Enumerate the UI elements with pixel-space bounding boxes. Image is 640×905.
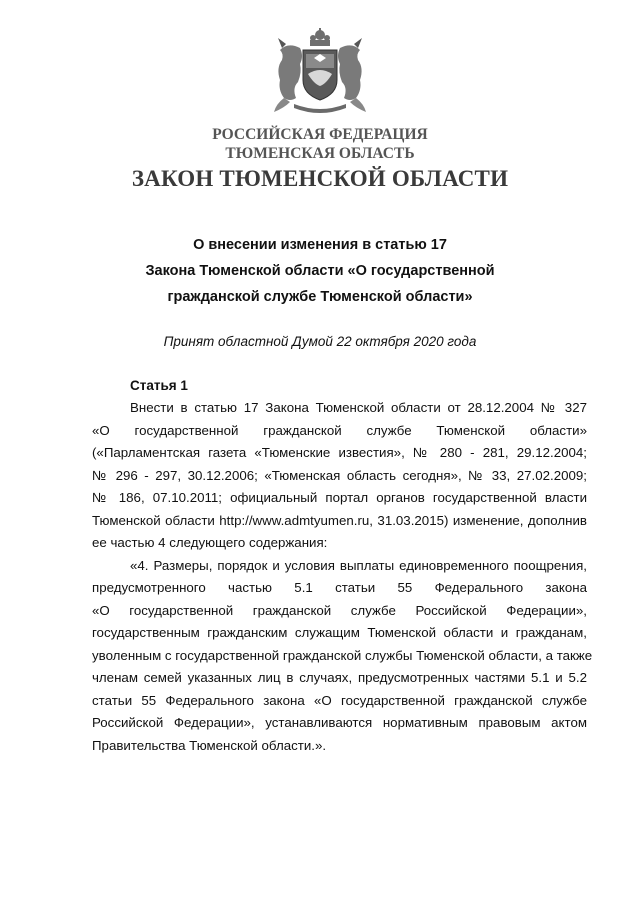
subject-line: О внесении изменения в статью 17 (193, 237, 447, 253)
law-subject (0, 232, 640, 310)
article-heading: Статья 1 (130, 378, 188, 393)
adoption-note: Принят областной Думой 22 октября 2020 года (163, 334, 477, 349)
text-line: Внести в статью 17 Закона Тюменской области от 28.12.2004 № 327 (130, 400, 587, 415)
tyumen-coat-of-arms-icon (270, 28, 370, 114)
law-title: ЗАКОН ТЮМЕНСКОЙ ОБЛАСТИ (131, 166, 509, 191)
text-line: № 296 - 297, 30.12.2006; «Тюменская область сегодня», № 33, 27.02.2009; (92, 467, 587, 483)
text-line: уволенным с государственной гражданской службы Тюменской области, а также (92, 647, 593, 663)
region-name: ТЮМЕНСКАЯ ОБЛАСТЬ (225, 145, 415, 162)
text-line: («Парламентская газета «Тюменские известия», № 280 - 281, 29.12.2004; (92, 445, 587, 460)
text-line: членам семей указанных лиц в случаях, предусмотренных частями 5.1 и 5.2 (92, 670, 587, 685)
subject-line: гражданской службе Тюменской области» (167, 289, 473, 305)
text-line: ее частью 4 следующего содержания: (92, 535, 328, 550)
text-line: Правительства Тюменской области.». (92, 737, 327, 753)
text-line: «4. Размеры, порядок и условия выплаты единовременного поощрения, (130, 557, 587, 573)
country-name: РОССИЙСКАЯ ФЕДЕРАЦИЯ (212, 126, 428, 143)
text-line: «О государственной гражданской службе Российской Федерации», (92, 602, 587, 618)
text-line: «О государственной гражданской службе Тюменской области» (92, 422, 587, 438)
subject-line: Закона Тюменской области «О государственной (145, 263, 495, 279)
text-line: статьи 55 Федерального закона «О государственной гражданской службе (92, 692, 587, 708)
text-line: № 186, 07.10.2011; официальный портал органов государственной власти (92, 490, 587, 505)
text-line: Российской Федерации», устанавливаются нормативным правовым актом (92, 715, 587, 730)
text-line: предусмотренного частью 5.1 статьи 55 Федерального закона (92, 580, 587, 595)
text-line: государственным гражданским служащим Тюменской области и гражданам, (92, 625, 587, 640)
article-body (92, 397, 593, 757)
text-line: Тюменской области http://www.admtyumen.ru, 31.03.2015) изменение, дополнив (92, 512, 587, 528)
